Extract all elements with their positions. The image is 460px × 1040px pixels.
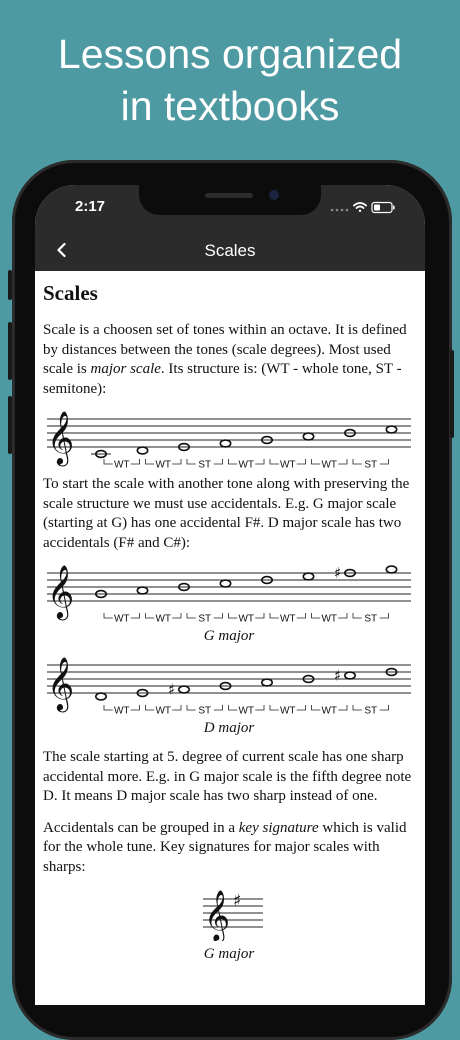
status-time: 2:17 [75,198,106,215]
interval-label: WT [155,705,172,716]
text: Accidentals can be grouped in a [43,819,239,836]
promo-headline-line2: in textbooks [120,83,340,129]
interval-label: WT [155,613,172,625]
paragraph-intro [43,321,415,399]
interval-label: WT [321,459,338,471]
staff-d-major [43,657,415,717]
caption-g-major: G major [203,628,255,644]
whole-note [220,440,230,447]
interval-label: WT [113,459,130,471]
battery-icon [372,203,395,213]
whole-note [179,686,189,693]
interval-label: WT [279,459,296,471]
promo-headline [0,28,460,132]
phone-screen [35,185,425,1005]
volume-up-button [8,322,12,380]
volume-down-button [8,396,12,454]
interval-label: WT [113,705,130,716]
treble-clef-icon: 𝄞 [204,890,231,941]
nav-title: Scales [204,241,256,260]
signal-icon [331,209,349,212]
navigation-bar [35,231,425,271]
caption-d-major: D major [203,719,255,736]
whole-note [96,693,106,700]
status-bar [35,185,425,231]
lesson-heading: Scales [43,281,98,305]
staff-lines [47,419,411,447]
interval-label: ST [198,705,212,716]
speaker-grille [205,193,253,198]
interval-label: WT [279,613,296,625]
whole-note [137,447,147,454]
text: . Its structure is: (WT - whole tone, ST - semitone): [43,361,402,397]
promo-headline-line1: Lessons organized [57,31,403,77]
paragraph-fifth-degree: The scale starting at 5. degree of current scale has one sharp accidental more. E.g. in G major scale is the fifth degree note D. It means D major scale has two sharp instead of one. [43,749,412,804]
interval-label: WT [113,613,130,625]
sharp-icon: ♯ [168,680,176,698]
whole-note [386,566,396,573]
paragraph-key-signature [43,819,415,878]
interval-label: ST [198,613,212,625]
interval-label: ST [364,705,378,716]
power-button [450,350,454,438]
interval-label: WT [321,705,338,716]
staff-c-major [43,411,415,471]
text: which is valid for the whole tune. Key signatures for major scales with sharps: [43,819,407,875]
interval-label: ST [198,459,212,471]
emphasis-key-signature: key signature [238,819,319,836]
silent-switch [8,270,12,300]
interval-label: WT [238,613,255,625]
whole-note [137,587,147,594]
paragraph-accidentals: To start the scale with another tone along with preserving the scale structure we must use accidentals. E.g. G major scale (starting at G) has one accidental F#. D major scale has two accidentals (F# and C#): [43,476,410,551]
whole-note [262,679,272,686]
text: Scale is a choosen set of tones within an octave. It is defined by distances between the tones (scale degrees). Most used scale is [43,322,407,377]
sharp-icon: ♯ [334,565,342,582]
interval-label: WT [321,613,338,625]
notch [139,185,321,215]
treble-clef-icon: 𝄞 [47,656,75,710]
interval-label: ST [364,613,378,625]
whole-note [220,580,230,587]
interval-label: WT [238,705,255,716]
wifi-icon [354,203,366,212]
key-signature-g-major [43,889,415,941]
whole-note [303,573,313,580]
interval-label: WT [279,705,296,716]
sharp-icon: ♯ [334,666,342,684]
front-camera [269,190,279,200]
interval-label: WT [238,459,255,471]
sharp-icon: ♯ [233,891,242,911]
caption-key-signature: G major [203,946,255,962]
treble-clef-icon: 𝄞 [47,565,75,618]
status-icons [329,200,397,214]
treble-clef-icon: 𝄞 [47,411,75,464]
staff-g-major [43,565,415,625]
lesson-content [43,271,415,965]
emphasis-major-scale: major scale [90,361,161,377]
interval-label: WT [155,459,172,471]
whole-note [303,433,313,440]
whole-note [386,426,396,433]
whole-note [345,672,355,679]
interval-label: ST [364,459,378,471]
